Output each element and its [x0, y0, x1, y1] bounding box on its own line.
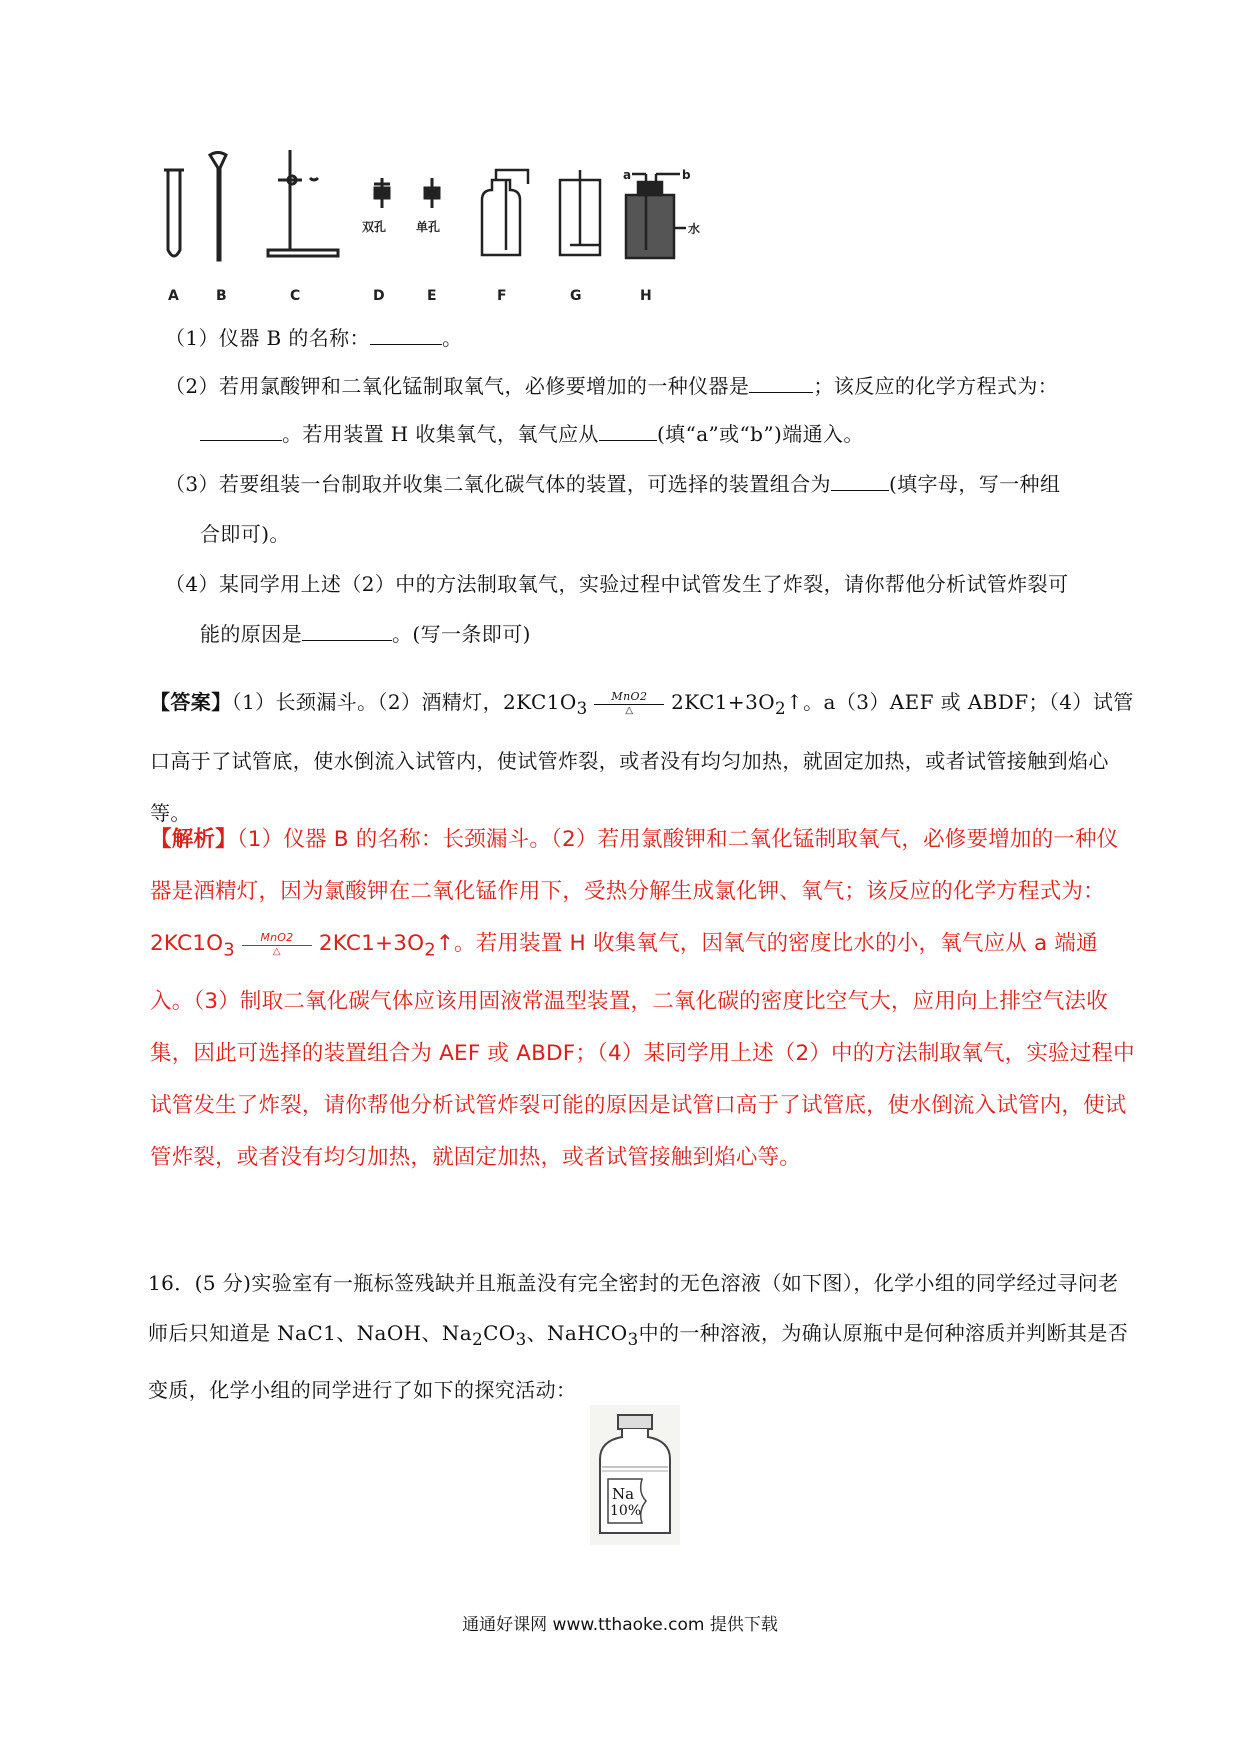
iron-stand-c [268, 150, 338, 256]
question-1 [165, 314, 1125, 362]
figure-label-c: C [290, 288, 301, 304]
analysis-reaction-arrow [242, 932, 312, 957]
figure-label-a: A [168, 288, 179, 304]
question-4-line1 [165, 560, 1125, 608]
q2-blank-equation[interactable] [200, 420, 282, 441]
answer-catalyst: MnO2 [611, 690, 648, 703]
figure-label-e: E [427, 288, 437, 304]
q16-sub-2: 3 [515, 1330, 527, 1349]
q16-text-b: CO [483, 1321, 516, 1345]
analysis-sub-2: 2 [424, 939, 436, 961]
q2-text: （2）若用氯酸钾和二氧化锰制取氧气，必修要增加的一种仪器是 [165, 374, 750, 398]
footer-credit: 通通好课网 www.tthaoke.com 提供下载 [462, 1615, 778, 1635]
analysis-text-3: ↑。若用装置 H 收集氧气，因氧气的密度比水的小，氧气应从 a 端通入。（3）制取二氧化碳气体应该用固液常温型装置，二氧化碳的密度比空气大，应用向上排空气法收集，因此可选择的装置组合为 AEF 或 ABDF；（4）某同学用上述（2）中的方法制取氧气，实验过程中试管发生了炸裂，请你帮他分析试管炸裂可能的原因是试管口高于了试管底，使水倒流入试管内，使试管炸裂，或者没有均匀加热，就固定加热，或者试管接触到焰心等。 [150, 931, 1135, 1171]
question-4-line2 [200, 610, 1160, 658]
long-neck-funnel-b [210, 153, 226, 261]
bottle-label-percent: 10% [610, 1503, 642, 1519]
question-3-line2 [200, 510, 1160, 558]
q2-text-2: ；该反应的化学方程式为： [813, 374, 1059, 398]
q4-text-3: 。(写一条即可) [392, 622, 531, 646]
label-port-a: a [623, 168, 632, 182]
two-hole-stopper-d [374, 178, 390, 208]
test-tube-a [164, 170, 184, 256]
label-port-b: b [682, 168, 691, 182]
figure-label-d: D [373, 288, 385, 304]
reagent-bottle-drawing [590, 1405, 680, 1545]
q16-sub-1: 2 [472, 1330, 484, 1349]
figure-label-b: B [216, 288, 227, 304]
q3-text: （3）若要组装一台制取并收集二氧化碳气体的装置，可选择的装置组合为 [165, 472, 831, 496]
q2-blank-port[interactable] [599, 420, 657, 441]
answer-text-1: （1）长颈漏斗。（2）酒精灯，2KC1O [231, 690, 577, 714]
analysis-tag: 【解析】 [150, 827, 237, 852]
question-3-line1 [165, 460, 1125, 508]
label-water: 水 [688, 222, 701, 236]
question-16 [148, 1258, 1133, 1415]
q16-sub-3: 3 [627, 1330, 639, 1349]
bottle-label-na: Na [612, 1485, 635, 1503]
answer-text-3: ↑。a（3）AEF 或 ABDF；（4）试管口高于了试管底，使水倒流入试管内，使试管炸裂，或者没有均匀加热，就固定加热，或者试管接触到焰心等。 [150, 690, 1134, 825]
answer-tag: 【答案】 [150, 690, 232, 714]
q4-blank[interactable] [302, 620, 392, 641]
figure-label-h: H [640, 288, 652, 304]
q16-text-c: 、NaHCO [526, 1321, 628, 1345]
question-2-line1 [165, 362, 1125, 410]
analysis-text-2: 2KC1+3O [318, 931, 425, 956]
answer-sub-3: 3 [576, 699, 588, 718]
label-single-hole: 单孔 [416, 220, 441, 234]
washing-bottle-h [626, 174, 686, 258]
bottle-g [560, 170, 600, 255]
q4-text-2: 能的原因是 [200, 622, 302, 646]
analysis-text-1: （1）仪器 B 的名称：长颈漏斗。（2）若用氯酸钾和二氧化锰制取氧气，必修要增加的一种仪器是酒精灯，因为氯酸钾在二氧化锰作用下，受热分解生成氯化钾、氧气；该反应的化学方程式为：2KC1O [150, 827, 1119, 956]
gas-bottle-f [482, 170, 528, 255]
answer-heat-symbol: △ [625, 705, 634, 716]
analysis-sub-3: 3 [223, 939, 235, 961]
figure-label-f: F [497, 288, 507, 304]
answer-sub-2: 2 [775, 699, 786, 718]
question-2-line2 [200, 410, 1160, 458]
one-hole-stopper-e [425, 178, 439, 208]
q1-text: （1）仪器 B 的名称： [165, 326, 370, 350]
q3-text-3: 合即可)。 [200, 522, 290, 546]
figure-label-g: G [570, 288, 582, 304]
analysis-heat-symbol: △ [272, 945, 281, 957]
apparatus-drawing [160, 150, 800, 310]
q16-text-d: 中的一种溶液，为确认原瓶中是何种溶质并判断其是否变质，化学小组的同学进行了如下的探究活动： [148, 1321, 1129, 1402]
q2-text-3: 。若用装置 H 收集氧气，氧气应从 [282, 422, 599, 446]
q1-end: 。 [441, 326, 463, 350]
q1-blank[interactable] [370, 324, 442, 345]
apparatus-figure [160, 150, 800, 310]
analysis-block [150, 814, 1140, 1184]
label-double-hole: 双孔 [362, 220, 387, 234]
answer-reaction-arrow [594, 691, 664, 716]
q3-text-2: (填字母，写一种组 [888, 472, 1061, 496]
answer-text-2: 2KC1+3O [671, 690, 775, 714]
reagent-bottle-figure [590, 1405, 680, 1545]
q3-blank[interactable] [831, 470, 889, 491]
q2-text-4: (填“a”或“b”)端通入。 [656, 422, 864, 446]
q2-blank-instrument[interactable] [749, 372, 813, 393]
analysis-catalyst: MnO2 [260, 930, 294, 944]
q4-text: （4）某同学用上述（2）中的方法制取氧气，实验过程中试管发生了炸裂，请你帮他分析试管炸裂可 [165, 572, 1069, 596]
q16-text-a: 16．(5 分)实验室有一瓶标签残缺并且瓶盖没有完全密封的无色溶液（如下图），化学小组的同学经过寻问老师后只知道是 NaC1、NaOH、Na [148, 1271, 1119, 1345]
